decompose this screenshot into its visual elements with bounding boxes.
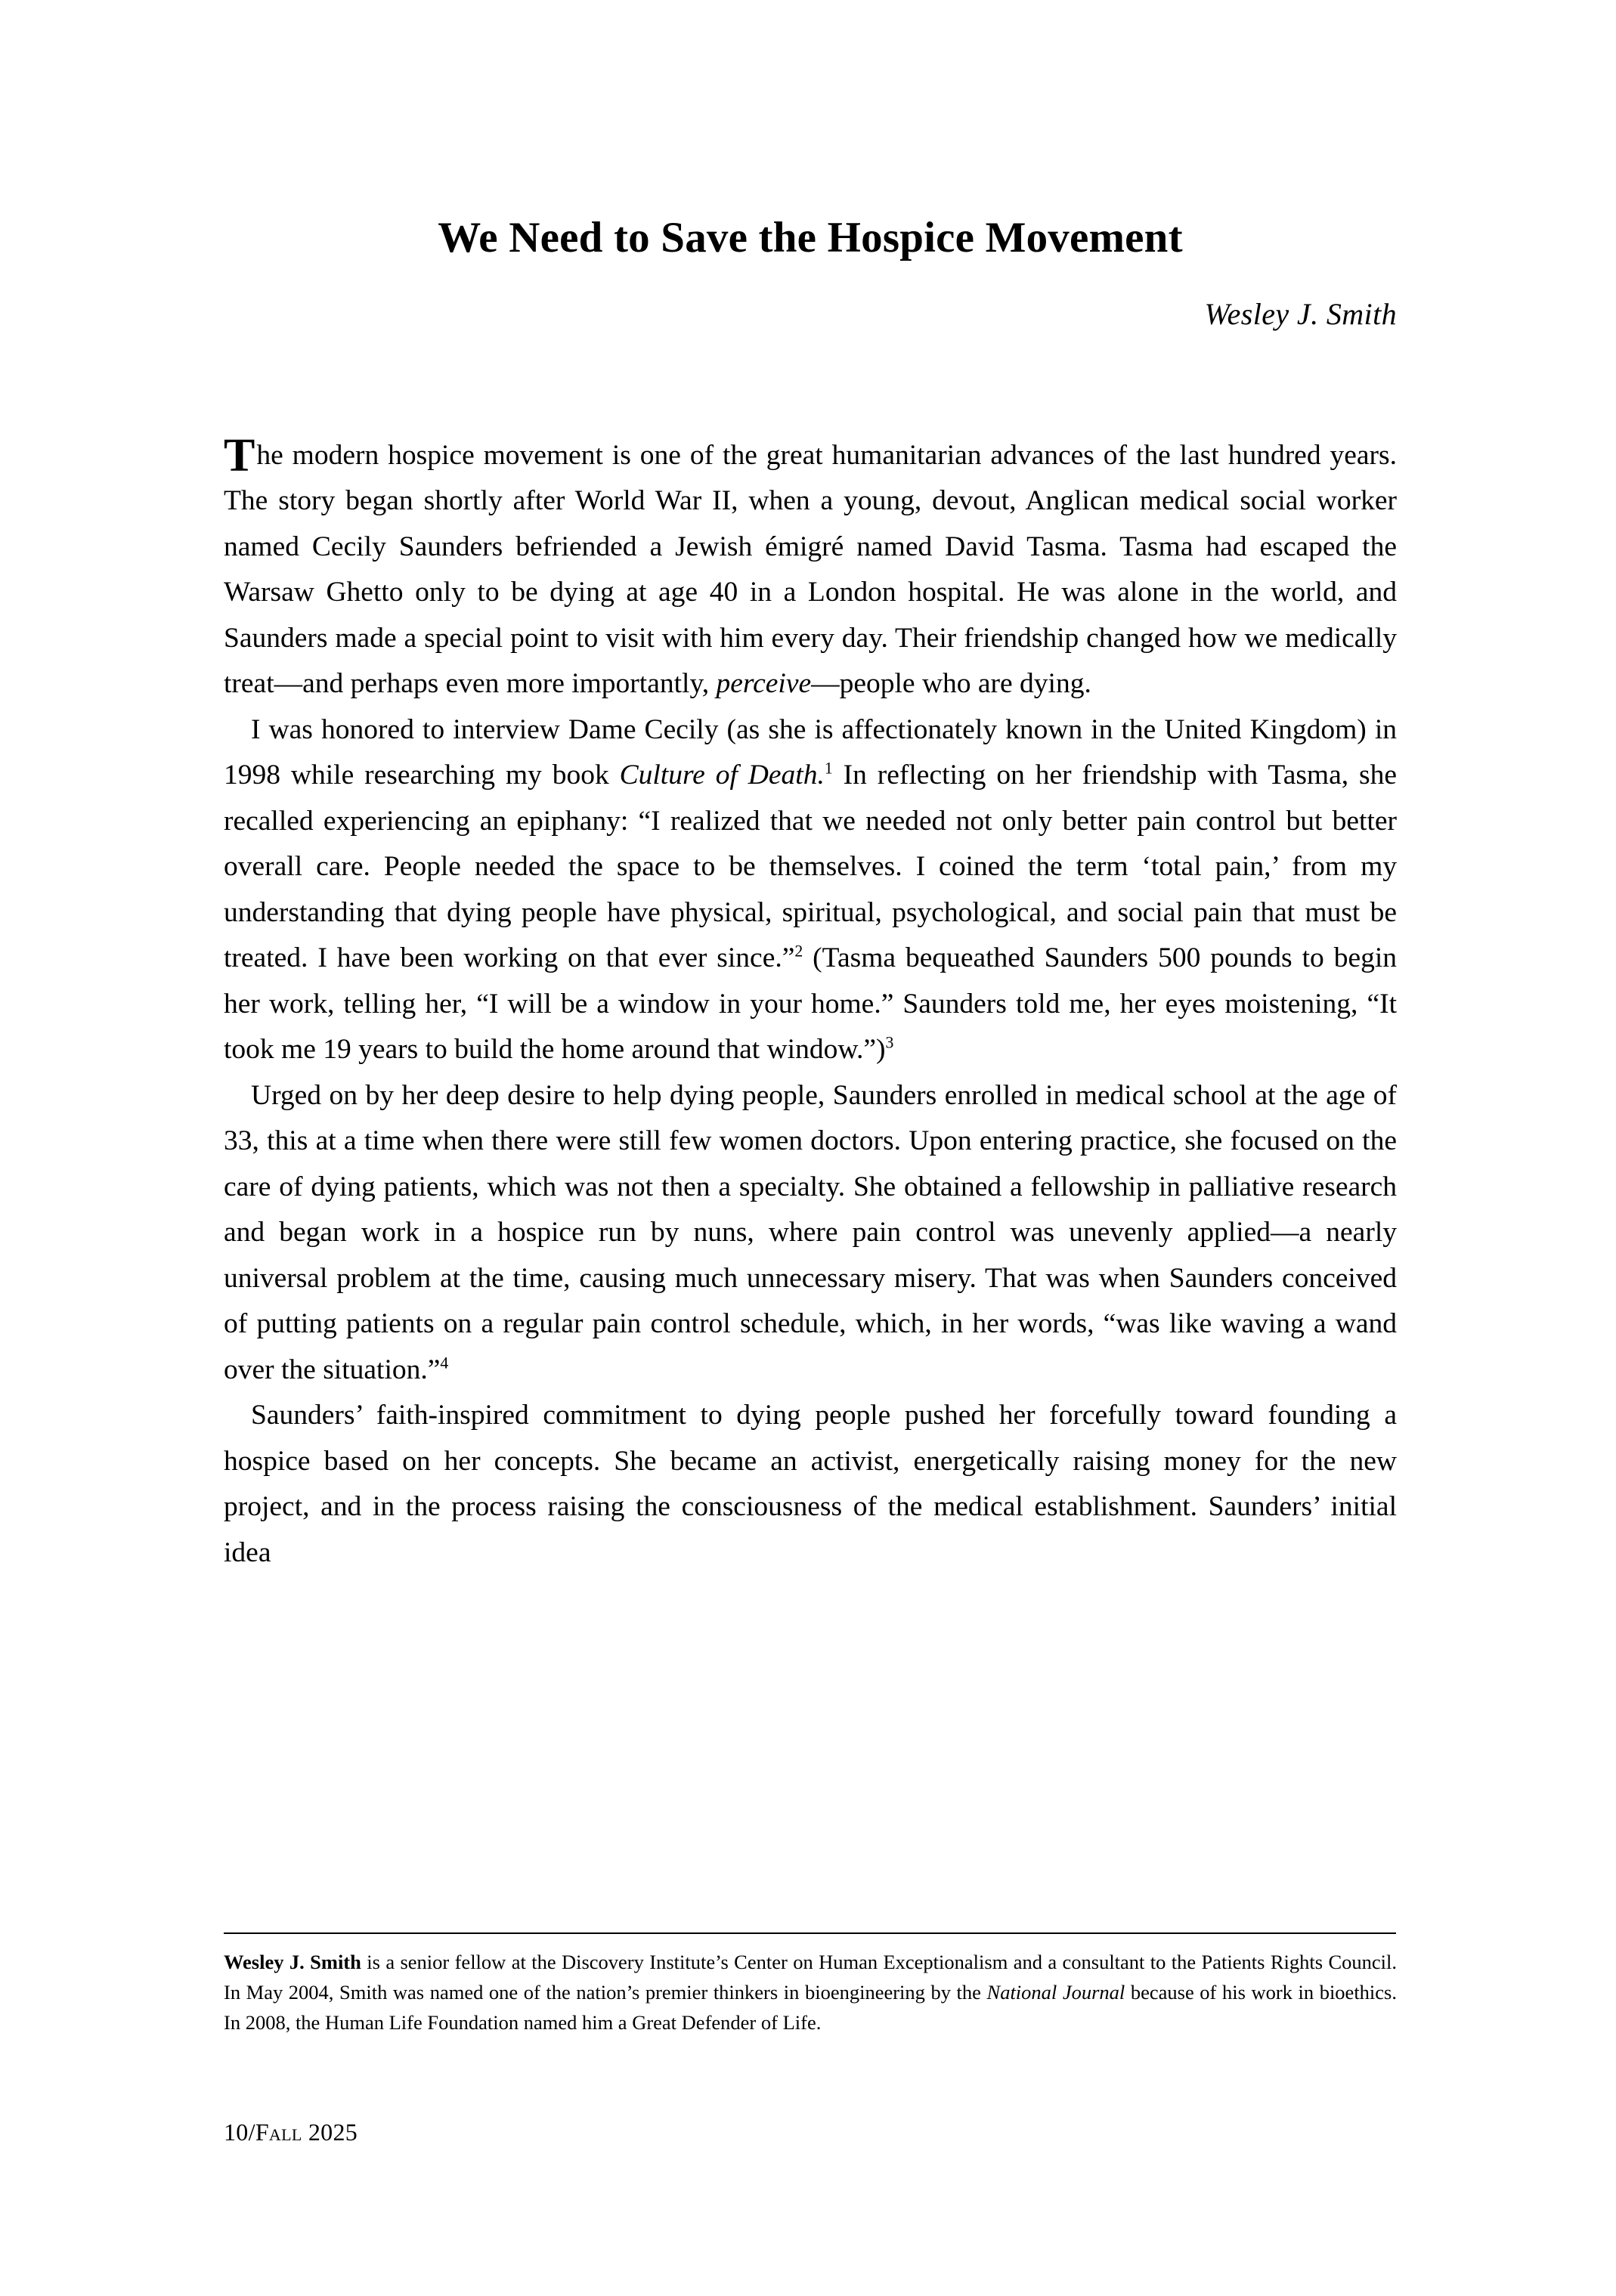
- drop-cap: T: [224, 429, 255, 481]
- footnote-marker: 1: [824, 759, 833, 778]
- page-title: We Need to Save the Hospice Movement: [438, 214, 1183, 261]
- body-paragraph: The modern hospice movement is one of the great humanitarian advances of the last hundred years. The story began shortly after World War II, when a young, devout, Anglican medical social worker named Cecily Saunders befriended a Jewish émigré named David Tasma. Tasma had escaped the Warsaw Ghetto only to be dying at age 40 in a London hospital. He was alone in the world, and Saunders made a special point to visit with him every day. Their friendship changed how we medically treat—and perhaps even more importantly, perceive—people who are dying.: [224, 429, 1397, 700]
- italic-phrase: National Journal: [986, 1981, 1125, 2004]
- author-byline: Wesley J. Smith: [1204, 296, 1397, 331]
- footnote-marker: 2: [794, 942, 803, 961]
- page-footer: [224, 2118, 358, 2146]
- body-paragraph: Urged on by her deep desire to help dying people, Saunders enrolled in medical school at the age of 33, this at a time when there were still few women doctors. Upon entering practice, she focused on the care of dying patients, which was not then a specialty. She obtained a fellowship in palliative research and began work in a hospice run by nuns, where pain control was unevenly applied—a nearly universal problem at the time, causing much unnecessary misery. That was when Saunders conceived of putting patients on a regular pain control schedule, which, in her words, “was like waving a wand over the situation.”$^4$: [224, 1079, 1397, 1385]
- footnote-marker: 4: [440, 1354, 449, 1372]
- footnote-marker: 3: [885, 1033, 894, 1052]
- article-body: [224, 332, 1397, 1577]
- footer-page-number: 10: [224, 2118, 249, 2146]
- footer-issue: Fall 2025: [255, 2118, 358, 2146]
- footnote-divider: [224, 1932, 1396, 1934]
- footer-separator: /: [248, 2118, 255, 2146]
- italic-phrase: Culture of Death.: [619, 760, 825, 791]
- author-bio-note: Wesley J. Smith is a senior fellow at the Discovery Institute’s Center on Human Exceptionalism and a consultant to the Patients Rights Council. In May 2004, Smith was named one of the nation’s premier thinkers in bioengineering by the National Journal because of his work in bioethics. In 2008, the Human Life Foundation named him a Great Defender of Life.: [224, 1951, 1397, 2034]
- page-content-column: [224, 0, 1397, 1576]
- body-paragraph: Saunders’ faith-inspired commitment to dying people pushed her forcefully toward founding a hospice based on her concepts. She became an activist, energetically raising money for the new project, and in the process raising the consciousness of the medical establishment. Saunders’ initial idea: [224, 1400, 1397, 1568]
- body-paragraph: I was honored to interview Dame Cecily (as she is affectionately known in the United Kingdom) in 1998 while researching my book Culture of Death.$^1$ In reflecting on her friendship with Tasma, she recalled experiencing an epiphany: “I realized that we needed not only better pain control but better overall care. People needed the space to be themselves. I coined the term ‘total pain,’ from my understanding that dying people have physical, spiritual, psychological, and social pain that must be treated. I have been working on that ever since.”$^2$ (Tasma bequeathed Saunders 500 pounds to begin her work, telling her, “I will be a window in your home.” Saunders told me, her eyes moistening, “It took me 19 years to build the home around that window.”)$^3$: [224, 713, 1398, 1066]
- bold-phrase: Wesley J. Smith: [224, 1951, 361, 1973]
- italic-phrase: perceive: [716, 668, 812, 700]
